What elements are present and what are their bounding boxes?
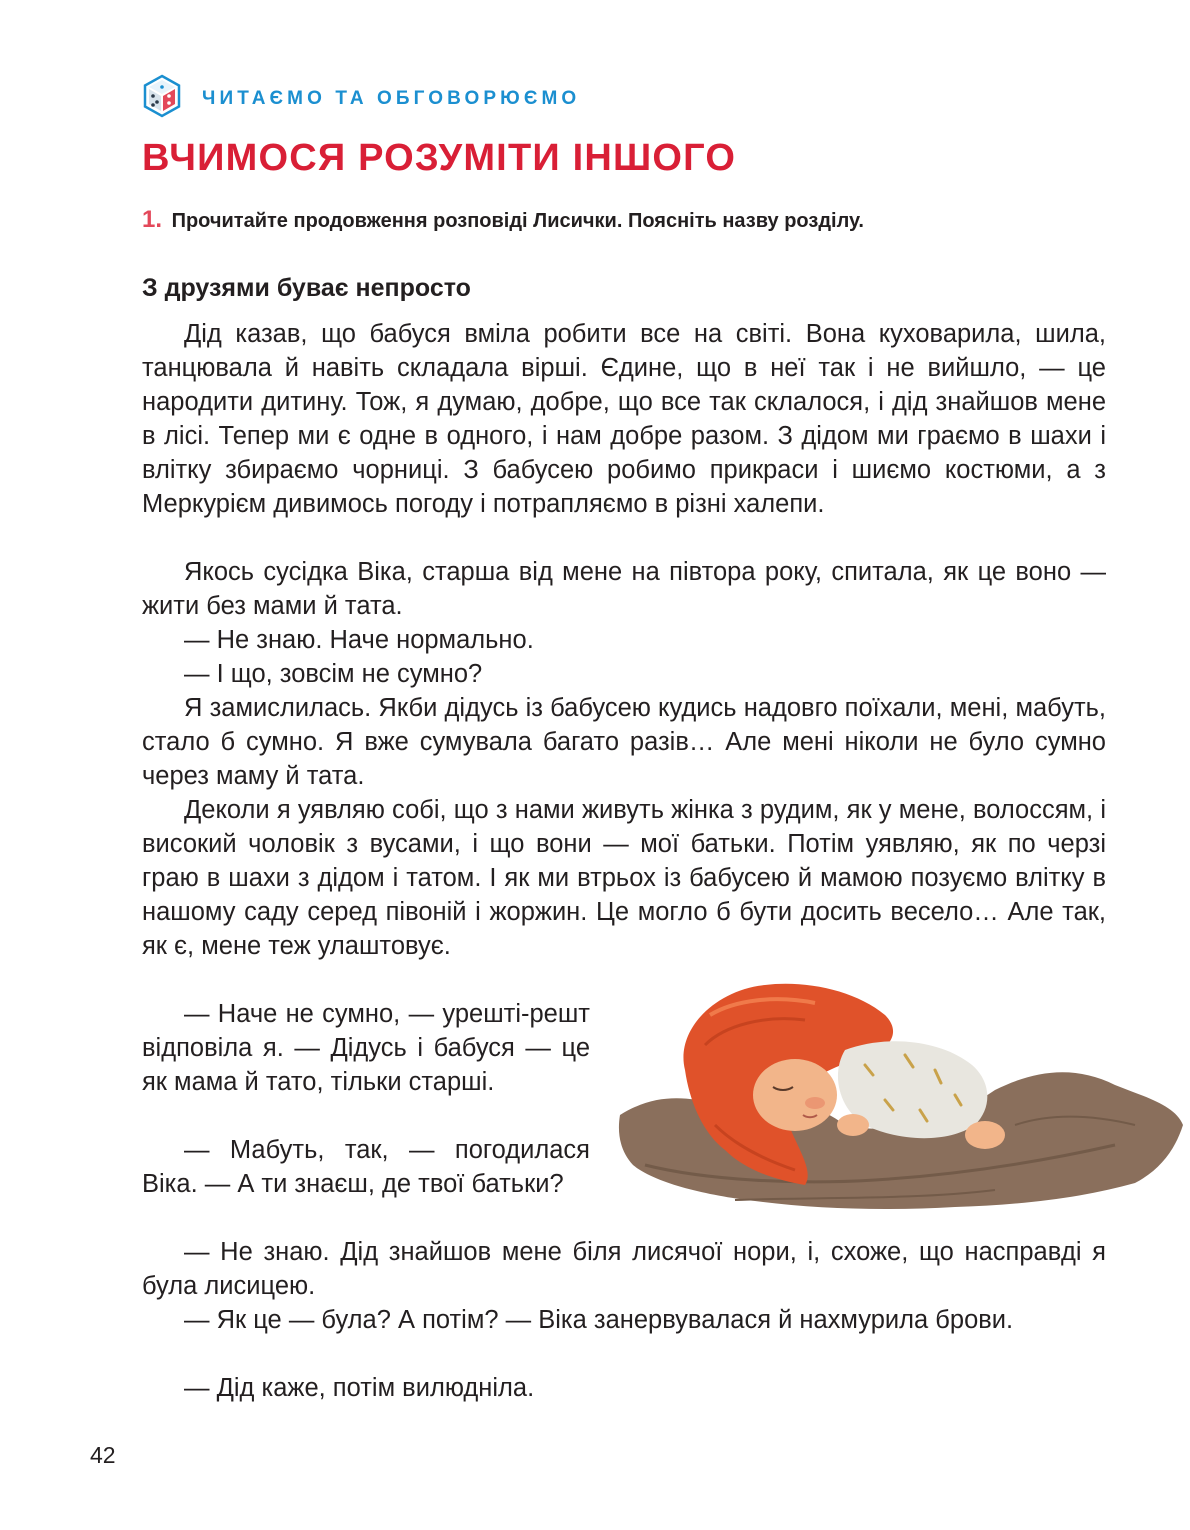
story-paragraph: Якось сусідка Віка, старша від мене на півтора року, спитала, як це воно — жити без мами й тата.: [142, 558, 1106, 620]
story-paragraph: — І що, зовсім не сумно?: [184, 660, 483, 688]
story-paragraph: — Не знаю. Наче нормально.: [184, 626, 534, 654]
task-text: Прочитайте продовження розповіді Лисички. Поясніть назву розділу.: [171, 210, 864, 232]
sleeping-red-haired-girl-illustration: [615, 975, 1185, 1215]
story-title: З друзями буває непросто: [142, 274, 471, 302]
story-paragraph: — Не знаю. Дід знайшов мене біля лисячої нори, і, схоже, що насправді я була лисицею.: [142, 1238, 1106, 1300]
page-number: 42: [90, 1442, 116, 1468]
story-paragraph: Дід казав, що бабуся вміла робити все на світі. Вона куховарила, шила, танцювала й навіть складала вірші. Єдине, що в неї так і не вийшло, — це народити дитину. Тож, я думаю, добре, що все так склалося, і дід знайшов мене в лісі. Тепер ми є одне в одного, і нам добре разом. З дідом ми граємо в шахи і влітку збираємо чорниці. З бабусею робимо прикраси і шиємо костюми, а з Меркурієм дивимось погоду і потрапляємо в різні халепи.: [142, 320, 1106, 518]
story-paragraph: — Наче не сумно, — урешті-решт відповіла я. — Дідусь і бабуся — це як мама й тато, тільки старші.: [142, 1000, 590, 1096]
story-paragraph: — Дід каже, потім вилюдніла.: [184, 1374, 535, 1402]
page-title: ВЧИМОСЯ РОЗУМІТИ ІНШОГО: [142, 137, 737, 179]
task-instruction: [142, 203, 864, 238]
task-number: 1.: [142, 206, 163, 233]
story-paragraph: Деколи я уявляю собі, що з нами живуть жінка з рудим, як у мене, волоссям, і високий чоловік з вусами, і що вони — мої батьки. Потім уявляю, як по черзі граю в шахи з дідом і татом. І як ми втрьох із бабусею й мамою позуємо влітку в нашому саду серед півоній і жоржин. Це могло б бути досить весело… Але так, як є, мене теж улаштовує.: [142, 796, 1106, 960]
story-paragraph: — Мабуть, так, — погодилася Віка. — А ти знаєш, де твої батьки?: [142, 1136, 590, 1198]
story-paragraph: — Як це — була? А потім? — Віка занервувалася й нахмурила брови.: [184, 1306, 1014, 1334]
story-paragraph: Я замислилась. Якби дідусь із бабусею кудись надовго поїхали, мені, мабуть, стало б сумно. Я вже сумувала багато разів… Але мені ніколи не було сумно через маму й тата.: [142, 694, 1106, 790]
section-header: [142, 74, 580, 118]
section-label: ЧИТАЄМО ТА ОБГОВОРЮЄМО: [202, 88, 581, 109]
dice-cube-icon: [142, 74, 182, 118]
